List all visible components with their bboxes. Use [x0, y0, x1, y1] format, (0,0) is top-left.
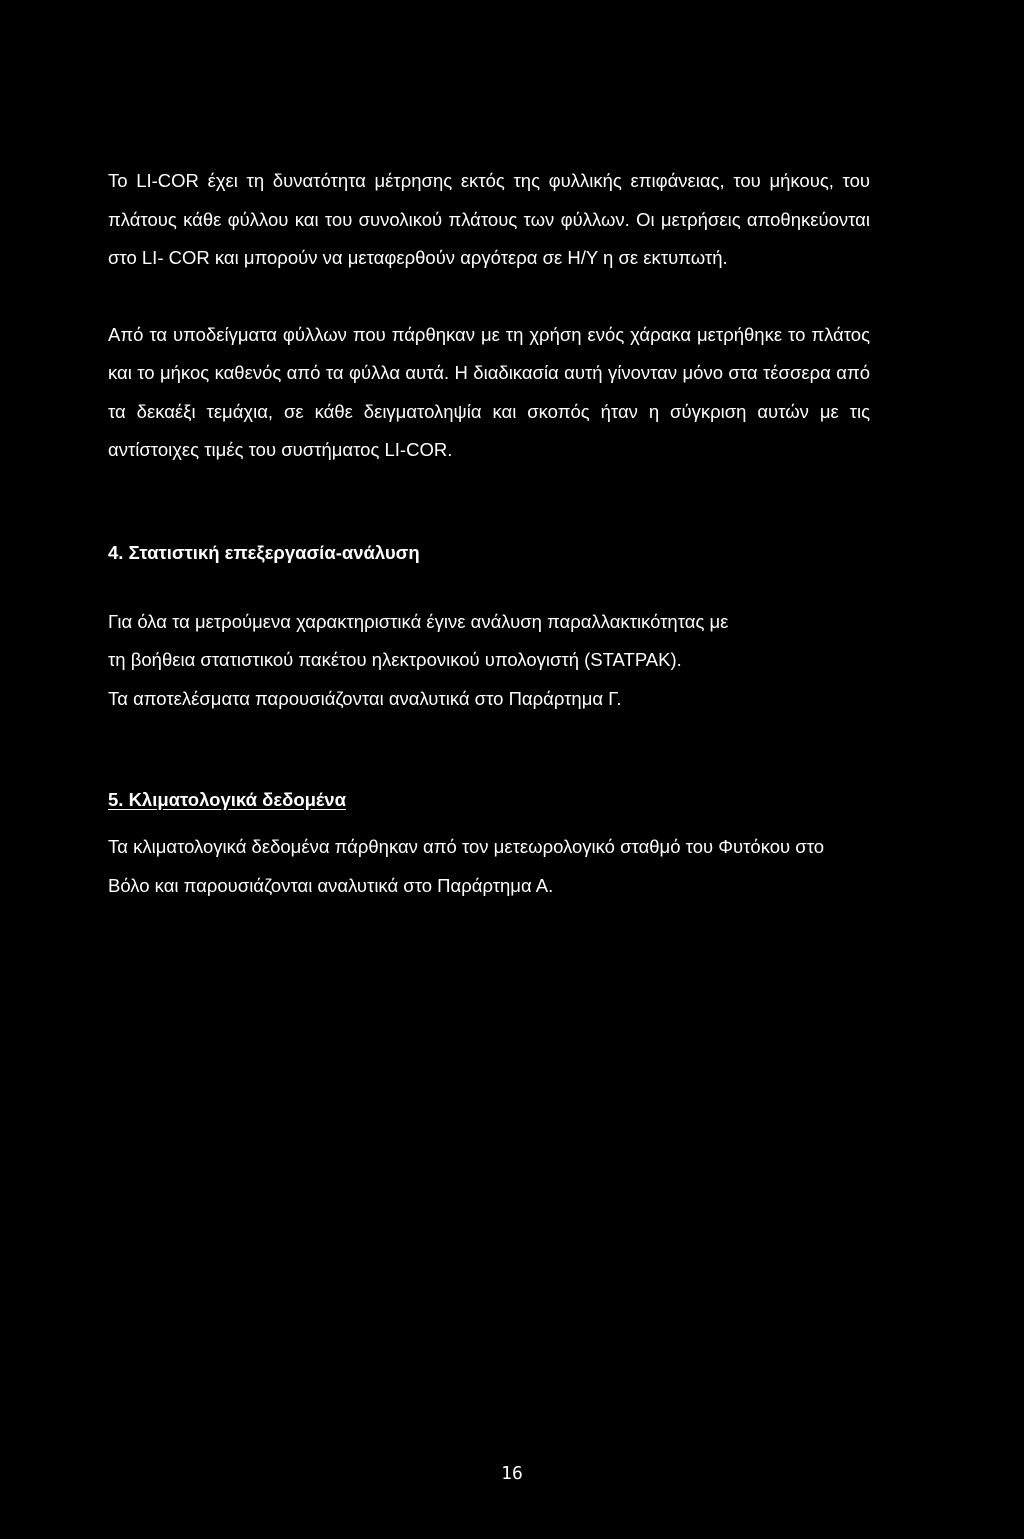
paragraph-ruler-measurements: Από τα υποδείγματα φύλλων που πάρθηκαν με τη χρήση ενός χάρακα μετρήθηκε το πλάτος και το μήκος καθενός από τα φύλλα αυτά. Η διαδικασία αυτή γίνονταν μόνο στα τέσσερα από τα δεκαέξι τεμάχια, σε κάθε δειγματοληψία και σκοπός ήταν η σύγκριση αυτών με τις αντίστοιχες τιμές του συστήματος LI-COR. — [108, 323, 870, 460]
section-5-text: Τα κλιματολογικά δεδομένα πάρθηκαν από τον μετεωρολογικό σταθμό του Φυτόκου στο Βόλο και παρουσιάζονται αναλυτικά στο Παράρτημα Α. — [108, 836, 825, 896]
paragraph-licor-measurements: Το LI-COR έχει τη δυνατότητα μέτρησης εκτός της φυλλικής επιφάνειας, του μήκους, του πλάτους κάθε φύλλου και του συνολικού πλάτους των φύλλων. Οι μετρήσεις αποθηκεύονται στο LI- COR και μπορούν να μεταφερθούν αργότερα σε Η/Υ η σε εκτυπωτή. — [108, 170, 870, 268]
section-4-heading: 4. Στατιστική επεξεργασία-ανάλυση — [108, 541, 420, 563]
section-4-text — [108, 603, 870, 719]
page-number: 16 — [501, 1463, 523, 1484]
section-4-line: Για όλα τα μετρούμενα χαρακτηριστικά έγινε ανάλυση παραλλακτικότητας με — [108, 610, 729, 632]
section-4-line: τη βοήθεια στατιστικού πακέτου ηλεκτρονικού υπολογιστή (STATPAK). — [108, 649, 682, 670]
section-4-line: Τα αποτελέσματα παρουσιάζονται αναλυτικά στο Παράρτημα Γ. — [108, 687, 622, 709]
section-5-heading: 5. Κλιματολογικά δεδομένα — [108, 789, 346, 810]
document-body — [108, 162, 870, 905]
